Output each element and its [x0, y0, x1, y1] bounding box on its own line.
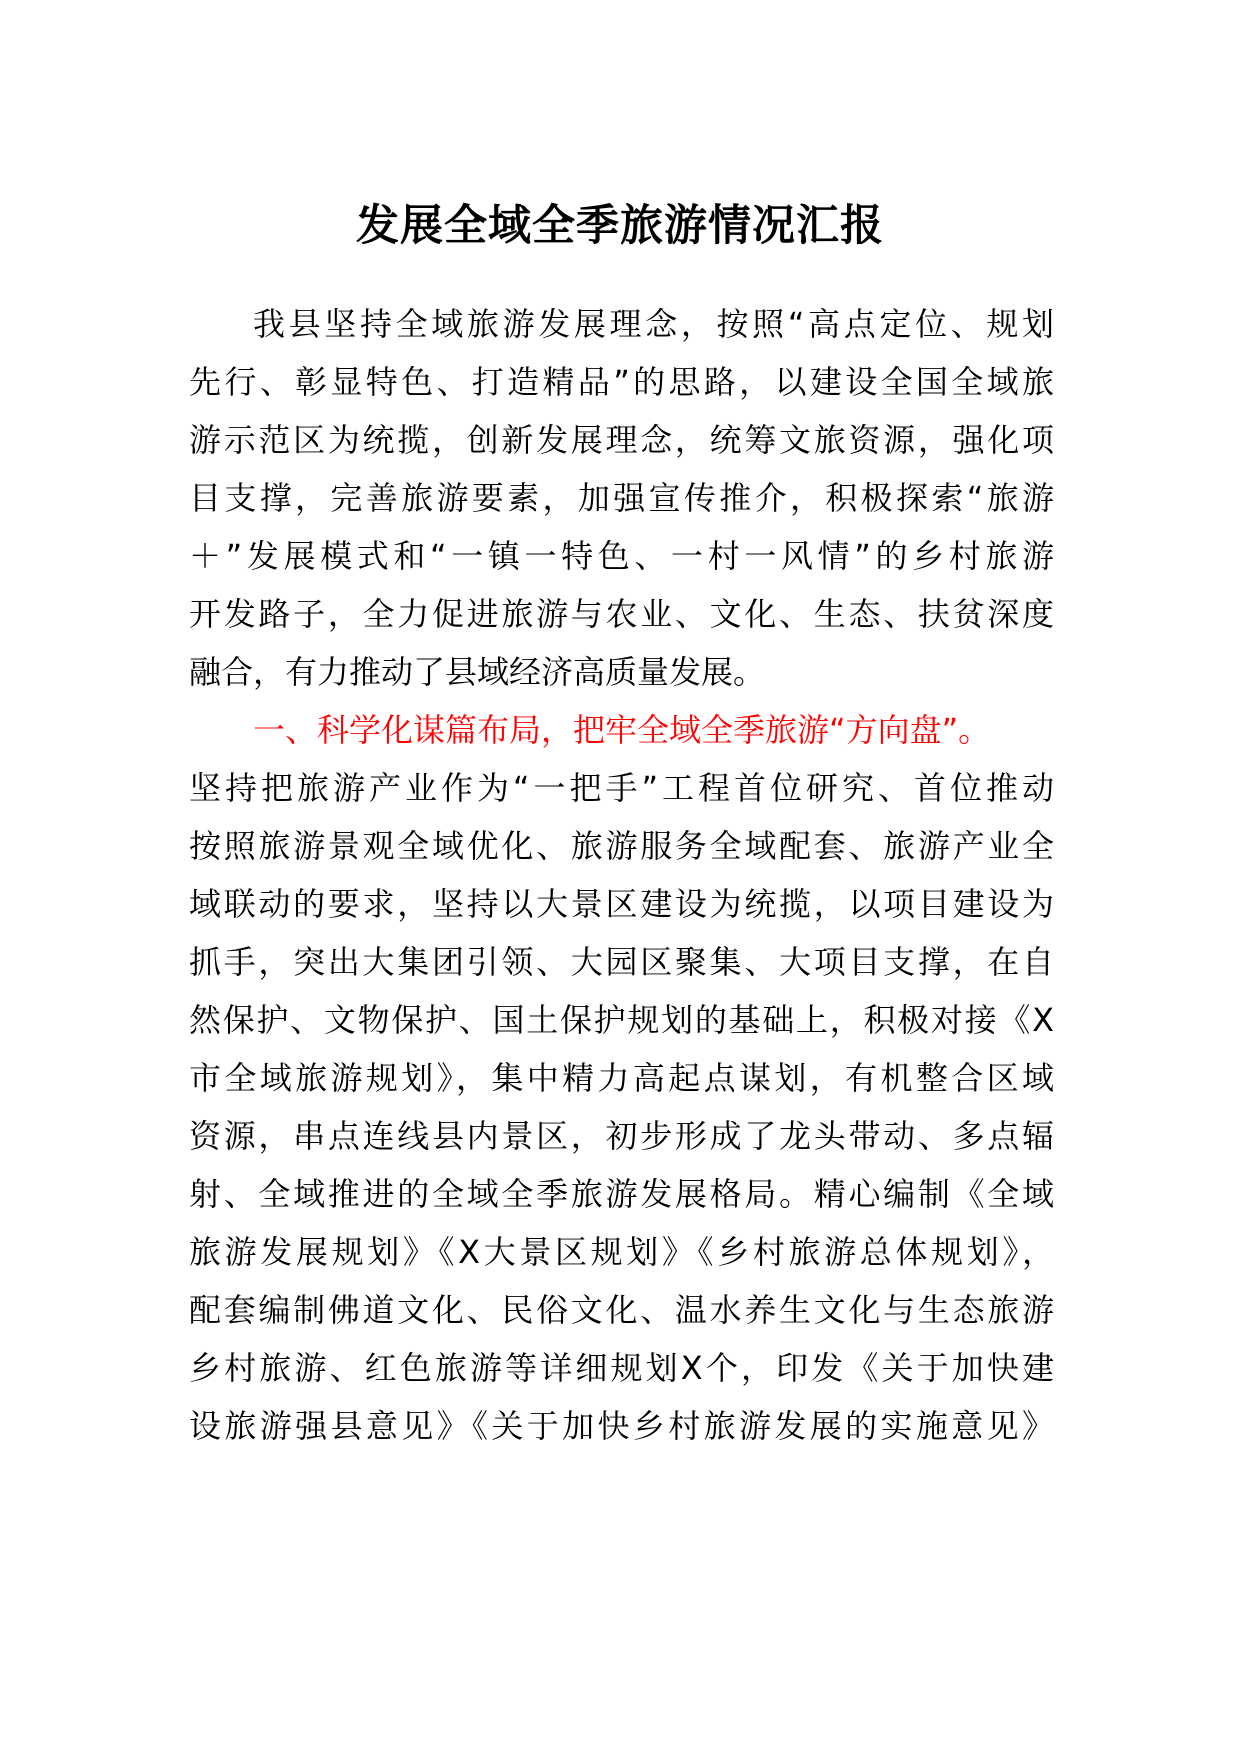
paragraph-line: 按照旅游景观全域优化、旅游服务全域配套、旅游产业全: [189, 827, 1054, 865]
paragraph-line: 融合，有力推动了县域经济高质量发展。: [189, 653, 766, 691]
paragraph-line: 然保护、文物保护、国土保护规划的基础上，积极对接《X: [189, 1001, 1054, 1039]
paragraph-line: 射、全域推进的全域全季旅游发展格局。精心编制《全域: [189, 1175, 1054, 1213]
paragraph-line: 我县坚持全域旅游发展理念，按照“高点定位、规划: [253, 305, 1054, 343]
paragraph-line: 游示范区为统揽，创新发展理念，统筹文旅资源，强化项: [189, 421, 1054, 459]
document-title: 发展全域全季旅游情况汇报: [356, 201, 884, 251]
paragraph-line: 乡村旅游、红色旅游等详细规划X个，印发《关于加快建: [189, 1349, 1054, 1387]
paragraph-line: 目支撑，完善旅游要素，加强宣传推介，积极探索“旅游: [189, 479, 1054, 517]
paragraph-line: 市全域旅游规划》，集中精力高起点谋划，有机整合区域: [189, 1059, 1054, 1097]
paragraph-line: 先行、彰显特色、打造精品”的思路，以建设全国全域旅: [189, 363, 1054, 401]
paragraph-line: 抓手，突出大集团引领、大园区聚集、大项目支撑，在自: [189, 943, 1054, 981]
section-heading: 一、科学化谋篇布局，把牢全域全季旅游“方向盘”。: [253, 711, 991, 749]
paragraph-line: 开发路子，全力促进旅游与农业、文化、生态、扶贫深度: [189, 595, 1054, 633]
paragraph-line: 设旅游强县意见》《关于加快乡村旅游发展的实施意见》: [189, 1407, 1054, 1445]
paragraph-line: 域联动的要求，坚持以大景区建设为统揽，以项目建设为: [189, 885, 1054, 923]
paragraph-line: ＋”发展模式和“一镇一特色、一村一风情”的乡村旅游: [189, 537, 1054, 575]
paragraph-line: 坚持把旅游产业作为“一把手”工程首位研究、首位推动: [189, 769, 1054, 807]
paragraph-line: 配套编制佛道文化、民俗文化、温水养生文化与生态旅游: [189, 1291, 1054, 1329]
paragraph-line: 旅游发展规划》《X大景区规划》《乡村旅游总体规划》，: [189, 1233, 1054, 1271]
paragraph-line: 资源，串点连线县内景区，初步形成了龙头带动、多点辐: [189, 1117, 1054, 1155]
